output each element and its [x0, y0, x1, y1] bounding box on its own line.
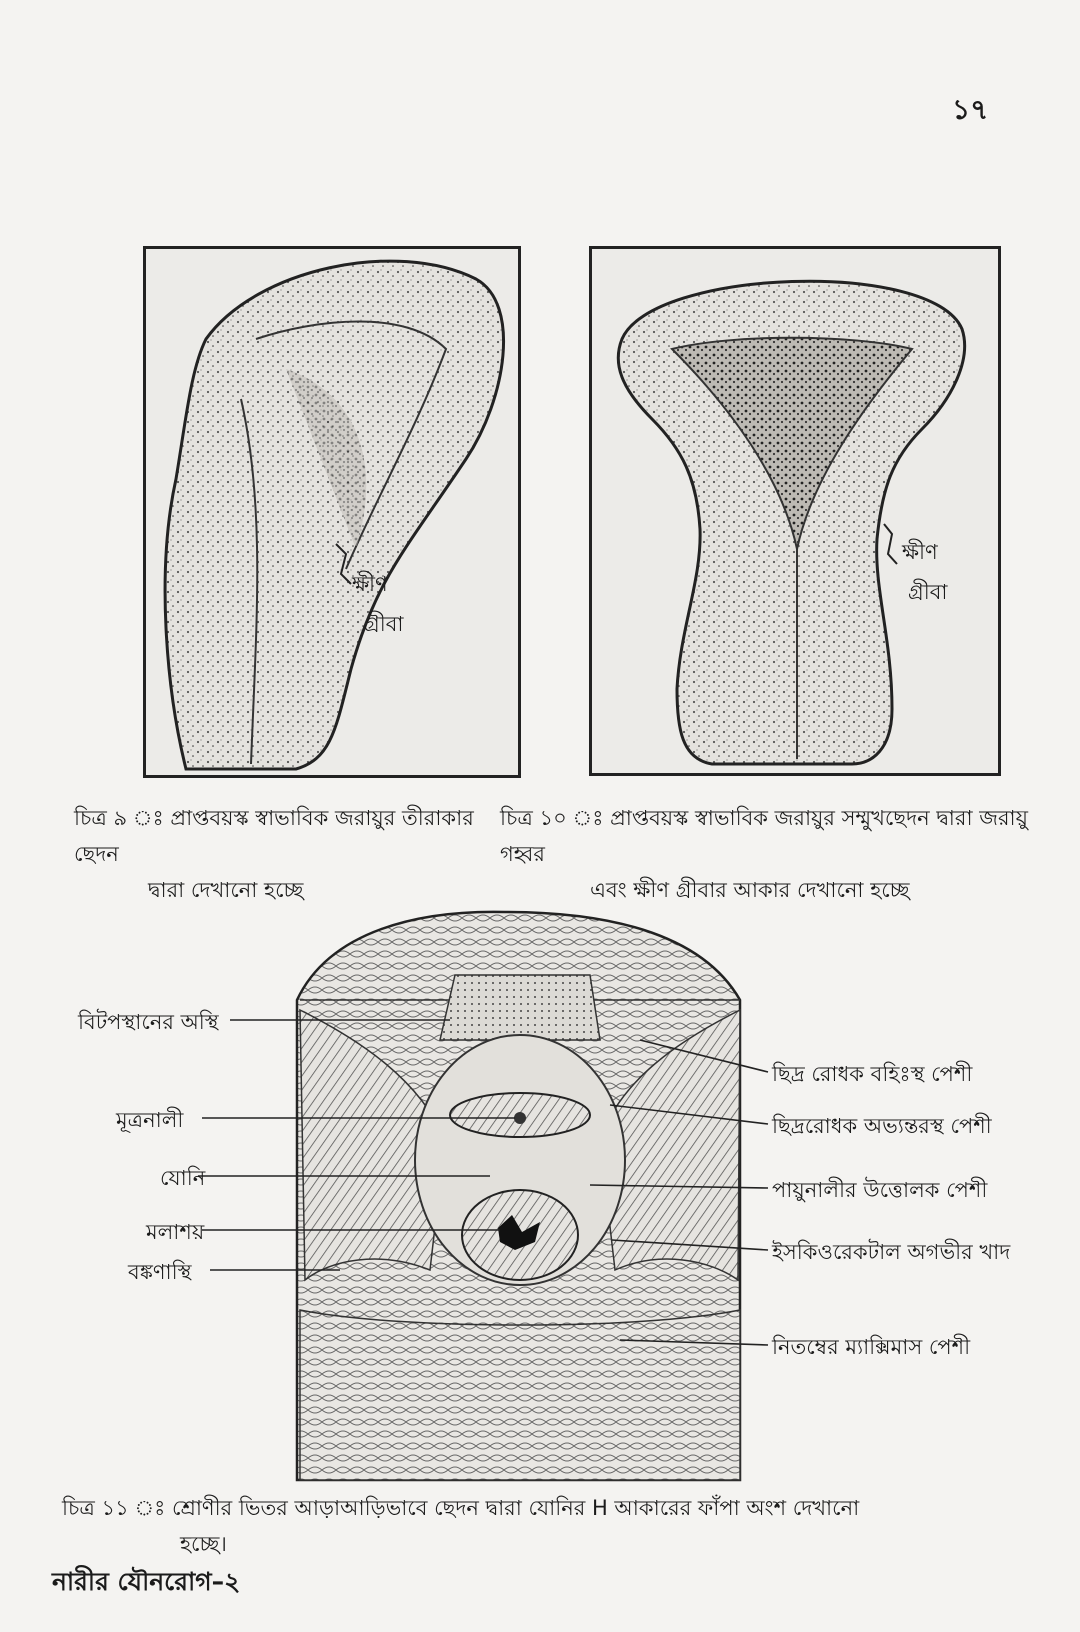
label-ischium: বঙ্কণাস্থি — [128, 1260, 192, 1284]
footer-book-title: নারীর যৌনরোগ–২ — [52, 1567, 241, 1596]
figure-9-label-narrow: ক্ষীণ — [352, 572, 388, 596]
figure-10-frame — [589, 246, 1001, 776]
label-levator-ani: পায়ুনালীর উত্তোলক পেশী — [772, 1178, 988, 1202]
figure-10-label-narrow: ক্ষীণ — [902, 540, 938, 564]
figure-10-uterus-drawing — [592, 249, 998, 773]
label-rectum: মলাশয় — [146, 1220, 205, 1244]
figure-9-caption — [74, 800, 504, 908]
label-internal-sphincter: ছিদ্ররোধক অভ্যন্তরস্থ পেশী — [772, 1114, 992, 1138]
figure-11-caption-line-1: চিত্র ১১ ঃ শ্রোণীর ভিতর আড়াআড়িভাবে ছেদন দ্বারা যোনির H আকারের ফাঁপা অংশ দেখানো — [62, 1496, 860, 1520]
figure-9-caption-line-2: দ্বারা দেখানো হচ্ছে — [148, 878, 304, 902]
label-gluteus-maximus: নিতম্বের ম্যাক্সিমাস পেশী — [772, 1335, 971, 1359]
label-urethra: মূত্রনালী — [116, 1108, 184, 1132]
label-vagina: যোনি — [160, 1166, 206, 1190]
figure-9-uterus-drawing — [146, 249, 518, 775]
label-external-sphincter: ছিদ্র রোধক বহিঃস্থ পেশী — [772, 1062, 973, 1086]
figure-9-frame — [143, 246, 521, 778]
page-number: ১৭ — [952, 93, 989, 126]
figure-9-caption-line-1: চিত্র ৯ ঃ প্রাপ্তবয়স্ক স্বাভাবিক জরায়ুর তীরাকার ছেদন — [74, 806, 474, 866]
label-ischiorectal-fossa: ইসকিওরেকটাল অগভীর খাদ — [772, 1240, 1011, 1264]
figure-11-caption-line-2: হচ্ছে। — [180, 1532, 227, 1556]
figure-11-caption — [62, 1490, 1022, 1562]
figure-9-label-cervix: গ্রীবা — [364, 612, 404, 636]
figure-10-caption-line-2: এবং ক্ষীণ গ্রীবার আকার দেখানো হচ্ছে — [590, 878, 910, 902]
figure-10-caption — [500, 800, 1070, 908]
figure-10-label-cervix: গ্রীবা — [908, 580, 948, 604]
figure-10-caption-line-1: চিত্র ১০ ঃ প্রাপ্তবয়স্ক স্বাভাবিক জরায়ুর সম্মুখছেদন দ্বারা জরায়ু গহ্বর — [500, 806, 1029, 866]
label-pubic-bone: বিটপস্থানের অস্থি — [78, 1010, 219, 1034]
